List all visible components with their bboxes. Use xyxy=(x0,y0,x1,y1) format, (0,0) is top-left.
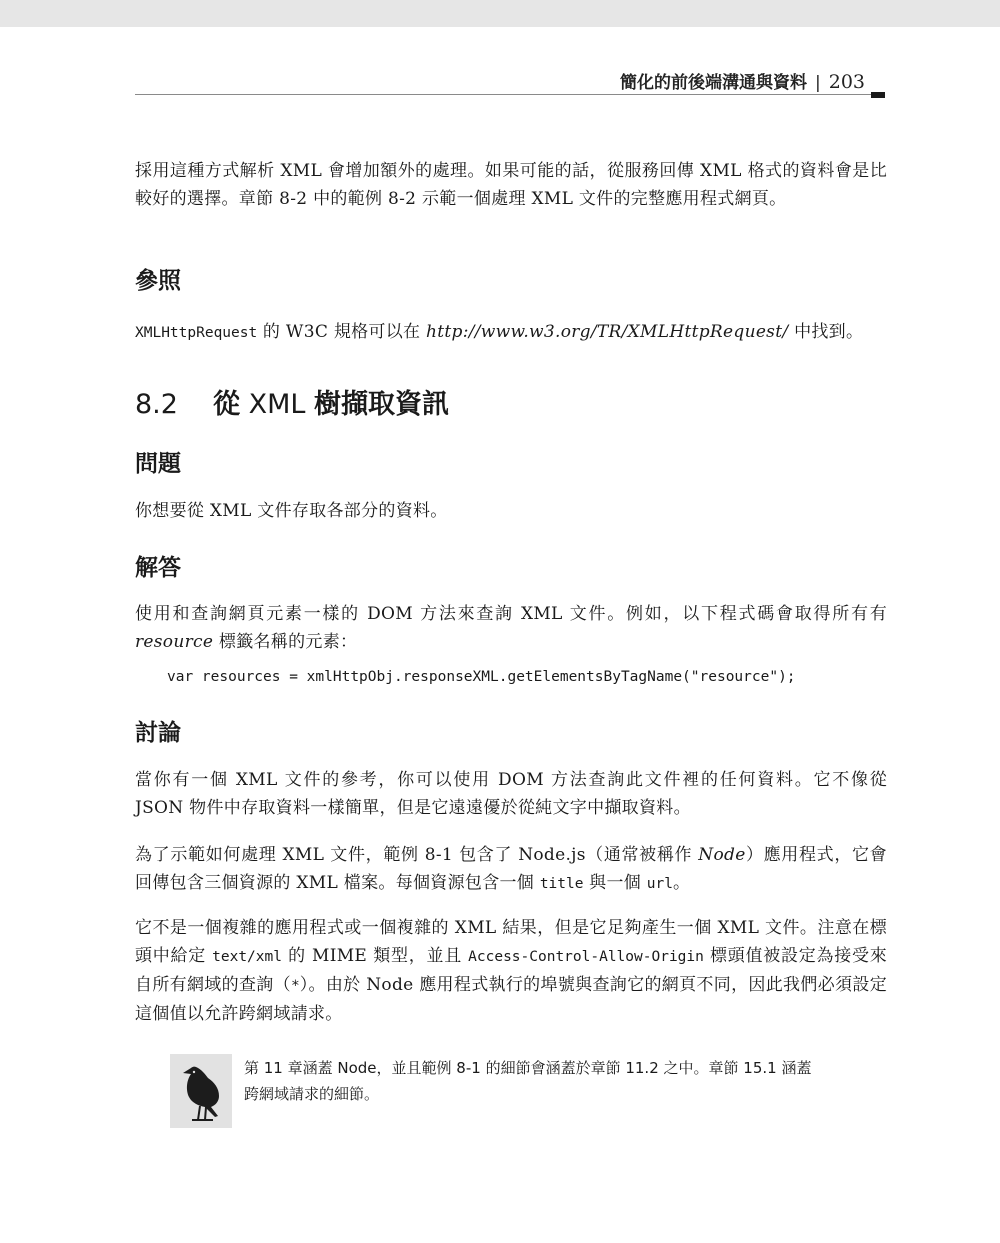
discussion-text: ）應用程式，它會回傳包含三個資源的 XML 檔案。每個資源包含一個 xyxy=(135,845,887,893)
resource-term: resource xyxy=(135,632,214,652)
discussion-heading: 討論 xyxy=(135,720,181,746)
discussion-paragraph-3 xyxy=(135,914,887,1028)
api-name: XMLHttpRequest xyxy=(135,325,258,341)
section-number: 8.2 xyxy=(135,389,178,420)
solution-paragraph xyxy=(135,600,887,656)
discussion-text: 它不是一個複雜的應用程式或一個複雜的 XML 結果，但是它足夠產生一個 XML 文件。注意在標頭中給定 xyxy=(135,918,887,966)
note-text: 第 11 章涵蓋 Node，並且範例 8-1 的細節會涵蓋於章節 11.2 之中。章節 15.1 涵蓋跨網域請求的細節。 xyxy=(244,1059,812,1103)
mime-code: text/xml xyxy=(212,949,282,965)
intro-paragraph: 採用這種方式解析 XML 會增加額外的處理。如果可能的話，從服務回傳 XML 格式的資料會是比較好的選擇。章節 8-2 中的範例 8-2 示範一個處理 XML 文件的完整應用程式網頁。 xyxy=(135,161,887,209)
reference-text: 的 W3C 規格可以在 xyxy=(257,322,427,342)
discussion-paragraph-1: 當你有一個 XML 文件的參考，你可以使用 DOM 方法查詢此文件裡的任何資料。它不像從 JSON 物件中存取資料一樣簡單，但是它遠遠優於從純文字中擷取資料。 xyxy=(135,770,887,818)
reference-paragraph xyxy=(135,318,887,347)
header-marker xyxy=(871,92,885,98)
code-sample: var resources = xmlHttpObj.responseXML.getElementsByTagName("resource"); xyxy=(167,669,796,685)
problem-heading: 問題 xyxy=(135,451,181,477)
discussion-text: 為了示範如何處理 XML 文件，範例 8-1 包含了 Node.js（通常被稱作 xyxy=(135,845,699,865)
discussion-text: 與一個 xyxy=(583,873,647,893)
page-number: 203 xyxy=(828,71,865,93)
solution-heading: 解答 xyxy=(135,555,181,581)
cors-header-code: Access-Control-Allow-Origin xyxy=(468,949,704,965)
chapter-title: 簡化的前後端溝通與資料 xyxy=(620,73,807,93)
section-title-part2: XML xyxy=(240,389,314,420)
reference-text-end: 中找到。 xyxy=(788,322,864,342)
crow-icon xyxy=(170,1054,232,1128)
node-term: Node xyxy=(698,845,746,865)
wildcard-code: * xyxy=(290,978,300,994)
section-heading xyxy=(135,388,449,422)
section-title-part3: 樹擷取資訊 xyxy=(314,389,449,420)
discussion-text: 標頭值被設定為接受來自所有網域的查詢（ xyxy=(135,946,887,995)
discussion-text: ）。由於 Node 應用程式執行的埠號與查詢它的網頁不同，因此我們必須設定這個值以允許跨網域請求。 xyxy=(135,975,887,1024)
problem-paragraph: 你想要從 XML 文件存取各部分的資料。 xyxy=(135,501,448,521)
url-code: url xyxy=(646,876,673,892)
spec-link[interactable]: http://www.w3.org/TR/XMLHttpRequest/ xyxy=(426,322,789,342)
solution-text-end: 標籤名稱的元素： xyxy=(213,632,358,652)
discussion-paragraph-2 xyxy=(135,841,887,898)
discussion-text: 的 MIME 類型，並且 xyxy=(281,946,469,966)
reference-heading: 參照 xyxy=(135,268,181,294)
running-header xyxy=(135,66,885,95)
title-code: title xyxy=(539,876,584,892)
top-band xyxy=(0,0,1000,27)
discussion-text: 。 xyxy=(672,873,691,893)
solution-text: 使用和查詢網頁元素一樣的 DOM 方法來查詢 XML 文件。例如，以下程式碼會取得所有有 xyxy=(135,604,887,624)
header-separator: | xyxy=(815,73,821,93)
header-text xyxy=(620,68,865,93)
section-title-part1: 從 xyxy=(213,389,240,420)
